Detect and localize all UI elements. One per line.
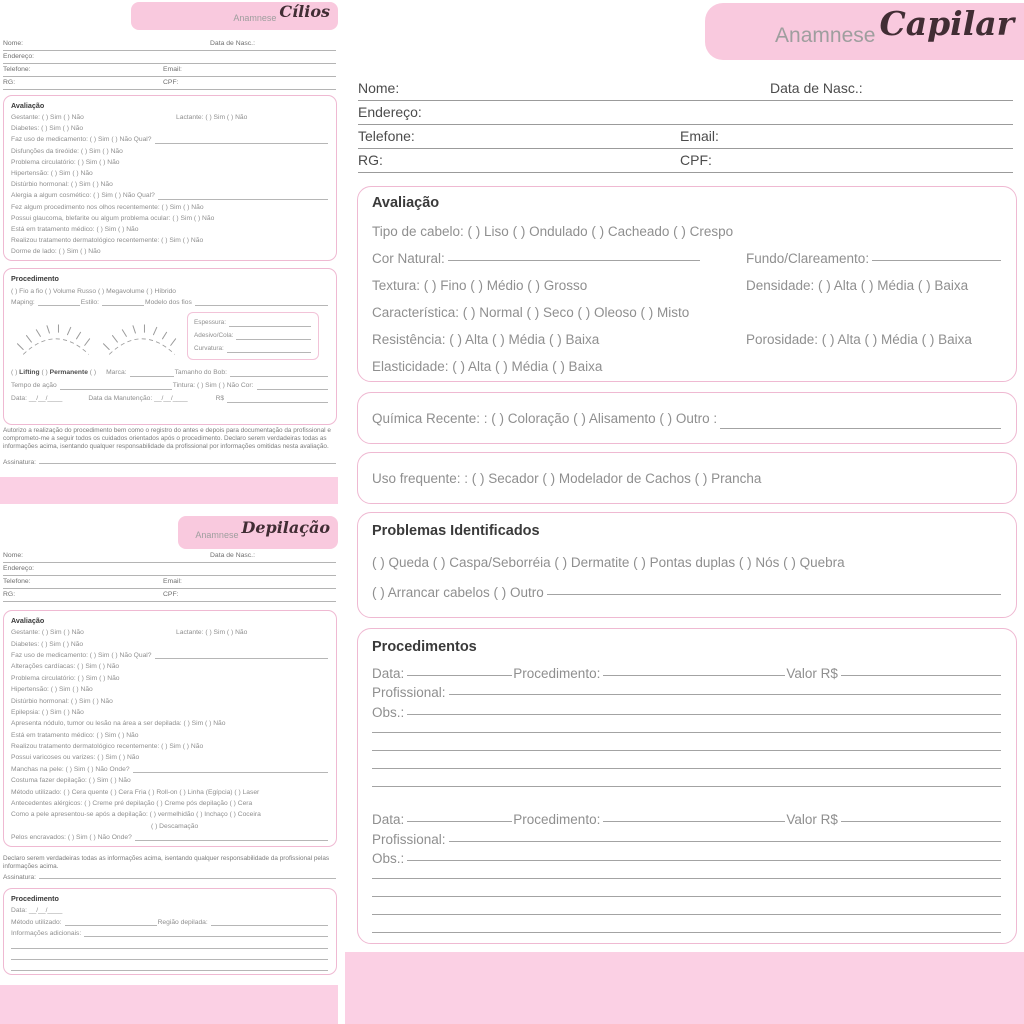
valor-label: Valor R$ (786, 665, 838, 681)
blank-line (407, 821, 512, 822)
blank-row (372, 920, 1002, 938)
question-row (11, 627, 329, 638)
blank-line (135, 840, 328, 841)
question-resistencia: Resistência: ( ) Alta ( ) Média ( ) Baixa (372, 332, 600, 347)
procedimento-entry-1 (372, 661, 1002, 792)
authorization-text: Autorizo a realização do procedimento bem como o registro do antes e depois para documentação da profissional e comprometo-me a seguir todos os cuidados orientados após o procedimento. Declaro serem verdadeiras todas as informações acima, isentando qualquer responsabilidade da profissional por informações omitidas nesta avaliação. (3, 427, 331, 451)
profissional-label: Profissional: (372, 831, 446, 847)
question-row (11, 786, 329, 797)
obs-label: Obs.: (372, 704, 405, 720)
question-row (11, 224, 329, 235)
question-metodo: Método utilizado: ( ) Cera quente ( ) Cera Fria ( ) Roll-on ( ) Linha (Egípcia) ( ) Laser (11, 788, 260, 796)
problemas-opcoes-1: ( ) Queda ( ) Caspa/Seborréia ( ) Dermatite ( ) Pontas duplas ( ) Nós ( ) Quebra (372, 555, 845, 570)
question-tireoide: Disfunções da tireóide: ( ) Sim ( ) Não (11, 147, 123, 155)
field-label-endereco: Endereço: (358, 104, 422, 120)
blank-row (11, 951, 329, 962)
field-label-cpf: CPF: (163, 591, 179, 598)
question-row (11, 168, 329, 179)
field-row-nome (3, 552, 336, 563)
question-row (11, 832, 329, 843)
question-lactante: Lactante: ( ) Sim ( ) Não (176, 629, 248, 637)
form-depilacao (0, 510, 338, 1024)
header-prefix: Anamnese (233, 13, 277, 23)
eyelash-diagram (15, 316, 97, 360)
question-medicamento: Faz uso de medicamento: ( ) Sim ( ) Não Qual? (11, 651, 152, 659)
procedimentos-box (357, 628, 1017, 944)
blank-row (372, 902, 1002, 920)
section-heading-avaliacao: Avaliação (11, 616, 45, 625)
form-header-capilar (705, 3, 1024, 60)
procedimento-label: Procedimento: (513, 812, 601, 827)
blank-row (11, 962, 329, 973)
field-row-endereco (358, 104, 1013, 125)
blank-line (38, 305, 80, 306)
section-heading-procedimento: Procedimento (11, 894, 59, 903)
question-manchas: Manchas na pele: ( ) Sim ( ) Não Onde? (11, 765, 130, 773)
blank-line (720, 428, 1001, 429)
blank-line (603, 675, 785, 676)
blank-line (372, 878, 1001, 879)
field-row-endereco (3, 565, 336, 576)
metodo-label: Método utilizado: (11, 918, 62, 926)
question-elasticidade: Elasticidade: ( ) Alta ( ) Média ( ) Baixa (372, 359, 603, 374)
question-row (11, 235, 329, 246)
maping-row (11, 297, 329, 308)
question-row (11, 202, 329, 213)
blank-line (229, 326, 311, 327)
eyelash-diagram-area (11, 310, 329, 364)
blank-row (372, 720, 1002, 738)
field-label-rg: RG: (358, 152, 383, 168)
blank-line (407, 860, 1001, 861)
data-row (11, 905, 329, 916)
field-row-rg (3, 591, 336, 602)
fundo-label: Fundo/Clareamento: (746, 251, 870, 266)
blank-line (372, 732, 1001, 733)
question-row (11, 752, 329, 763)
field-label-rg: RG: (3, 591, 16, 598)
espessura-label: Espessura: (194, 319, 226, 327)
field-label-nome: Nome: (358, 80, 400, 96)
problemas-opcoes-2: ( ) Arrancar cabelos ( ) Outro (372, 585, 544, 600)
question-gestante: Gestante: ( ) Sim ( ) Não (11, 629, 84, 637)
blank-line (11, 948, 328, 949)
informacoes-label: Informações adicionais: (11, 929, 82, 937)
question-row (11, 190, 329, 201)
form-header-depilacao (178, 516, 338, 549)
field-label-email: Email: (163, 66, 182, 73)
problemas-box (357, 512, 1017, 618)
question-ocular: Possui glaucoma, blefarite ou algum problema ocular: ( ) Sim ( ) Não (11, 214, 215, 222)
data-row (372, 808, 1002, 828)
blank-line (60, 389, 172, 390)
section-heading-avaliacao: Avaliação (372, 195, 440, 211)
question-row (11, 179, 329, 190)
blank-line (372, 768, 1001, 769)
avaliacao-box (3, 610, 337, 847)
procedimento-label: Procedimento: (513, 665, 601, 681)
form-cilios (0, 0, 338, 505)
question-row (372, 244, 1002, 271)
avaliacao-box (3, 95, 337, 261)
pink-footer-bar (0, 477, 338, 504)
question-row (11, 157, 329, 168)
question-dermatologico: Realizou tratamento dermatológico recentemente: ( ) Sim ( ) Não (11, 743, 204, 751)
blank-line (407, 714, 1001, 715)
obs-row (372, 700, 1002, 720)
field-label-telefone: Telefone: (3, 66, 31, 73)
blank-row (372, 866, 1002, 884)
adesivo-label: Adesivo/Cola: (194, 332, 234, 340)
question-row (11, 707, 329, 718)
field-row-telefone (3, 66, 336, 77)
question-row (11, 246, 329, 257)
field-row-telefone (358, 128, 1013, 149)
blank-line (603, 821, 785, 822)
question-pele-apos: Como a pele apresentou-se após a depilação: ( ) vermelhidão ( ) Inchaço ( ) Coceira (11, 811, 261, 819)
problemas-row-1 (372, 545, 1002, 575)
question-caracteristica: Característica: ( ) Normal ( ) Seco ( ) Oleoso ( ) Misto (372, 305, 690, 320)
blank-line (257, 389, 329, 390)
header-prefix: Anamnese (775, 23, 876, 47)
question-row (11, 741, 329, 752)
data-label: Data: (372, 812, 405, 827)
blank-line (449, 841, 1001, 842)
pink-footer-bar (0, 985, 338, 1024)
data-row (11, 392, 329, 405)
question-medicamento: Faz uso de medicamento: ( ) Sim ( ) Não Qual? (11, 136, 152, 144)
blank-line (449, 694, 1001, 695)
blank-line (841, 821, 1001, 822)
blank-line (372, 786, 1001, 787)
field-label-cpf: CPF: (163, 79, 179, 86)
question-row (11, 673, 329, 684)
tempo-row (11, 379, 329, 392)
valor-label: Valor R$ (786, 812, 838, 827)
question-row (372, 298, 1002, 325)
problemas-row-2 (372, 575, 1002, 605)
question-circulatorio: Problema circulatório: ( ) Sim ( ) Não (11, 674, 120, 682)
form-capilar (345, 0, 1024, 1024)
valor-label: R$ (215, 395, 225, 403)
lifting-row (11, 366, 329, 379)
question-cardiacas: Alterações cardíacas: ( ) Sim ( ) Não (11, 663, 120, 671)
question-diabetes: Diabetes: ( ) Sim ( ) Não (11, 125, 84, 133)
question-textura: Textura: ( ) Fino ( ) Médio ( ) Grosso (372, 278, 588, 293)
field-label-rg: RG: (3, 79, 16, 86)
regiao-label: Região depilada: (157, 918, 208, 926)
signature-line (39, 463, 336, 464)
marca-label: Marca: (106, 369, 127, 377)
blank-line (372, 896, 1001, 897)
tempo-label: Tempo de ação (11, 382, 57, 390)
question-descamacao: ( ) Descamação (151, 822, 199, 830)
question-row (11, 650, 329, 661)
blank-line (230, 376, 328, 377)
field-row-nome (3, 40, 336, 51)
obs-label: Obs.: (372, 851, 405, 866)
spec-row (194, 316, 312, 329)
page-title: Capilar (879, 4, 1014, 43)
blank-line (211, 925, 328, 926)
uso-row (372, 453, 1002, 503)
question-row (11, 718, 329, 729)
blank-line (155, 658, 329, 659)
bob-label: Tamanho do Bob: (174, 369, 227, 377)
uso-frequente-box (357, 452, 1017, 504)
lash-spec-box (187, 312, 319, 360)
blank-line (448, 260, 700, 261)
question-row (11, 213, 329, 224)
procedimento-entry-2 (372, 808, 1002, 939)
blank-line (84, 936, 328, 937)
field-label-telefone: Telefone: (358, 128, 415, 144)
data-label: Data: (372, 665, 405, 681)
question-row (372, 217, 1002, 244)
obs-row (372, 847, 1002, 867)
question-row (11, 123, 329, 134)
metodo-row (11, 916, 329, 927)
blank-line (547, 594, 1001, 595)
question-row (11, 695, 329, 706)
blank-line (372, 750, 1001, 751)
question-porosidade: Porosidade: ( ) Alta ( ) Média ( ) Baixa (746, 332, 972, 347)
lifting-label: Lifting (19, 369, 40, 377)
informacoes-row (11, 928, 329, 939)
blank-row (372, 884, 1002, 902)
quimica-box (357, 392, 1017, 444)
question-hormonal: Distúrbio hormonal: ( ) Sim ( ) Não (11, 181, 113, 189)
question-row (11, 112, 329, 123)
field-row-telefone (3, 578, 336, 589)
question-lactante: Lactante: ( ) Sim ( ) Não (176, 114, 248, 122)
blank-line (372, 932, 1001, 933)
blank-line (227, 352, 311, 353)
blank-line (841, 675, 1001, 676)
modelo-label: Modelo dos fios (145, 299, 192, 307)
signature-row (3, 459, 337, 466)
profissional-row (372, 681, 1002, 701)
blank-line (65, 925, 157, 926)
blank-line (11, 970, 328, 971)
quimica-label: Química Recente: : ( ) Coloração ( ) Alisamento ( ) Outro : (372, 410, 718, 426)
blank-line (407, 675, 512, 676)
question-row (11, 661, 329, 672)
question-row (11, 821, 329, 832)
field-label-nome: Nome: (3, 40, 24, 47)
data-label: Data: __/__/____ (11, 907, 63, 915)
field-label-endereco: Endereço: (3, 565, 34, 572)
blank-line (227, 402, 328, 403)
question-densidade: Densidade: ( ) Alta ( ) Média ( ) Baixa (746, 278, 969, 293)
question-tratamento: Está em tratamento médico: ( ) Sim ( ) Não (11, 731, 139, 739)
question-nodulo: Apresenta nódulo, tumor ou lesão na área a ser depilada: ( ) Sim ( ) Não (11, 720, 226, 728)
field-label-telefone: Telefone: (3, 578, 31, 585)
field-label-cpf: CPF: (680, 152, 712, 168)
signature-label: Assinatura: (3, 874, 36, 881)
uso-label: Uso frequente: : ( ) Secador ( ) Modelador de Cachos ( ) Prancha (372, 470, 762, 486)
manutencao-label: Data da Manutenção: __/__/____ (88, 395, 188, 403)
question-circulatorio: Problema circulatório: ( ) Sim ( ) Não (11, 158, 120, 166)
section-heading-procedimentos: Procedimentos (372, 639, 477, 655)
procedimento-box (3, 268, 337, 425)
field-row-rg (3, 79, 336, 90)
question-row (11, 638, 329, 649)
checkbox: ( ) (11, 369, 18, 377)
eyelash-diagram (101, 316, 183, 360)
tintura-label: Tintura: ( ) Sim ( ) Não Cor: (172, 382, 254, 390)
question-row (372, 352, 1002, 379)
question-row (372, 325, 1002, 352)
question-cosmetico: Alergia a algum cosmético: ( ) Sim ( ) Não Qual? (11, 192, 155, 200)
question-gestante: Gestante: ( ) Sim ( ) Não (11, 114, 84, 122)
blank-row (372, 774, 1002, 792)
question-hipertensao: Hipertensão: ( ) Sim ( ) Não (11, 170, 93, 178)
page-title: Cílios (279, 1, 330, 21)
avaliacao-box (357, 186, 1017, 382)
question-row (11, 684, 329, 695)
question-row (11, 146, 329, 157)
cor-natural-label: Cor Natural: (372, 251, 445, 266)
pink-footer-bar (345, 952, 1024, 1024)
question-tipo-cabelo: Tipo de cabelo: ( ) Liso ( ) Ondulado ( ) Cacheado ( ) Crespo (372, 224, 734, 239)
question-olhos: Fez algum procedimento nos olhos recentemente: ( ) Sim ( ) Não (11, 203, 204, 211)
field-label-email: Email: (163, 578, 182, 585)
question-hormonal: Distúrbio hormonal: ( ) Sim ( ) Não (11, 697, 113, 705)
question-row (11, 730, 329, 741)
profissional-label: Profissional: (372, 685, 446, 700)
blank-line (372, 914, 1001, 915)
signature-line (39, 878, 336, 879)
field-label-nasc: Data de Nasc.: (210, 552, 255, 559)
declaration-text: Declaro serem verdadeiras todas as informações acima, isentando qualquer responsabilidade da profissional pelas informações acima. (3, 855, 330, 871)
checkbox: ( ) (41, 369, 48, 377)
field-row-nome (358, 80, 1013, 101)
lash-type-row (11, 286, 329, 297)
profissional-row (372, 827, 1002, 847)
field-row-endereco (3, 53, 336, 64)
question-tratamento: Está em tratamento médico: ( ) Sim ( ) Não (11, 225, 139, 233)
lash-type-options: ( ) Fio a fio ( ) Volume Russo ( ) Megavolume ( ) Híbrido (11, 288, 177, 296)
question-row (11, 764, 329, 775)
checkbox: ( ) (89, 369, 97, 377)
permanente-label: Permanente (49, 369, 88, 377)
question-varizes: Possui varicoses ou varizes: ( ) Sim ( ) Não (11, 754, 140, 762)
field-row-rg (358, 152, 1013, 173)
section-heading-procedimento: Procedimento (11, 274, 59, 283)
estilo-label: Estilo: (80, 299, 100, 307)
page-title: Depilação (241, 518, 330, 537)
question-dermatologico: Realizou tratamento dermatológico recentemente: ( ) Sim ( ) Não (11, 237, 204, 245)
blank-line (133, 772, 328, 773)
maping-label: Maping: (11, 299, 35, 307)
blank-line (158, 199, 328, 200)
signature-row (3, 874, 337, 881)
question-hipertensao: Hipertensão: ( ) Sim ( ) Não (11, 686, 93, 694)
spec-row (194, 342, 312, 355)
question-row (11, 775, 329, 786)
field-label-email: Email: (680, 128, 719, 144)
question-diabetes: Diabetes: ( ) Sim ( ) Não (11, 640, 84, 648)
blank-row (372, 738, 1002, 756)
blank-line (195, 305, 328, 306)
question-antecedentes: Antecedentes alérgicos: ( ) Creme pré depilação ( ) Creme pós depilação ( ) Cera (11, 800, 253, 808)
section-heading-problemas: Problemas Identificados (372, 523, 540, 539)
question-epilepsia: Epilepsia: ( ) Sim ( ) Não (11, 708, 84, 716)
question-row (11, 798, 329, 809)
question-dorme: Dorme de lado: ( ) Sim ( ) Não (11, 248, 101, 256)
field-label-nome: Nome: (3, 552, 24, 559)
data-row (372, 661, 1002, 681)
blank-line (236, 339, 311, 340)
blank-line (872, 260, 1001, 261)
blank-line (11, 959, 328, 960)
quimica-row (372, 393, 1002, 443)
field-label-endereco: Endereço: (3, 53, 34, 60)
section-heading-avaliacao: Avaliação (11, 101, 45, 110)
procedimento-box (3, 888, 337, 975)
field-label-nasc: Data de Nasc.: (210, 40, 255, 47)
blank-line (130, 376, 174, 377)
field-label-nasc: Data de Nasc.: (770, 80, 863, 96)
question-row (372, 271, 1002, 298)
spec-row (194, 329, 312, 342)
blank-line (102, 305, 144, 306)
blank-line (155, 143, 329, 144)
question-row (11, 809, 329, 820)
form-header-cilios (131, 2, 338, 30)
curvatura-label: Curvatura: (194, 345, 224, 353)
blank-row (372, 756, 1002, 774)
question-row (11, 134, 329, 145)
question-encravados: Pelos encravados: ( ) Sim ( ) Não Onde? (11, 834, 132, 842)
blank-row (11, 939, 329, 950)
header-prefix: Anamnese (195, 529, 239, 540)
data-label: Data: __/__/____ (11, 395, 63, 403)
signature-label: Assinatura: (3, 459, 36, 466)
question-costuma: Costuma fazer depilação: ( ) Sim ( ) Não (11, 777, 131, 785)
